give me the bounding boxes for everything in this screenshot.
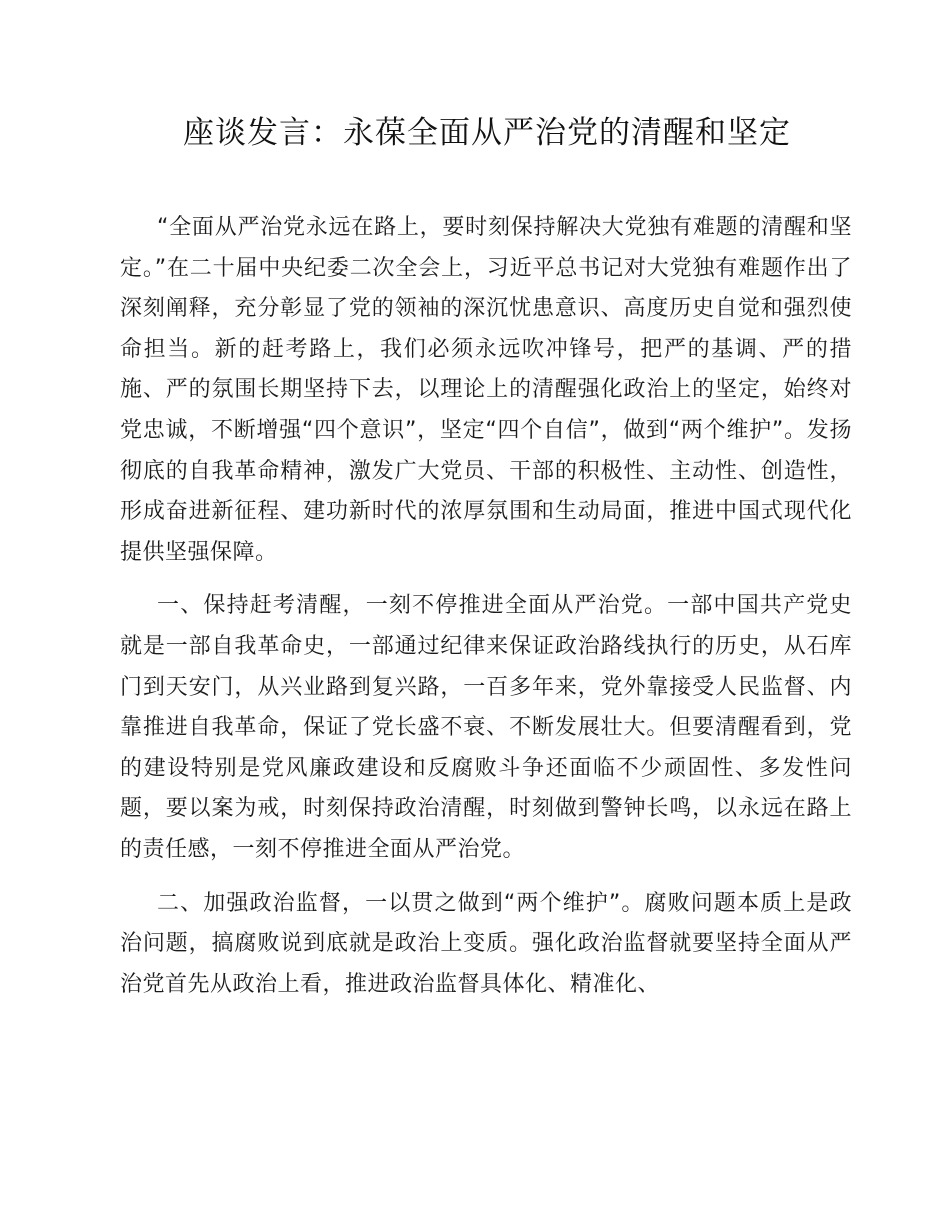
- document-body: [120, 208, 852, 1005]
- paragraph-section-one: 一、保持赶考清醒，一刻不停推进全面从严治党。一部中国共产党史就是一部自我革命史，一部通过纪律来保证政治路线执行的历史，从石库门到天安门，从兴业路到复兴路，一百多年来，党外靠接受人民监督、内靠推进自我革命，保证了党长盛不衰、不断发展壮大。但要清醒看到，党的建设特别是党风廉政建设和反腐败斗争还面临不少顽固性、多发性问题，要以案为戒，时刻保持政治清醒，时刻做到警钟长鸣，以永远在路上的责任感，一刻不停推进全面从严治党。: [120, 593, 852, 862]
- paragraph-section-two: 二、加强政治监督，一以贯之做到“两个维护”。腐败问题本质上是政治问题，搞腐败说到底就是政治上变质。强化政治监督就要坚持全面从严治党首先从政治上看，推进政治监督具体化、精准化、: [120, 890, 852, 997]
- paragraph-intro: “全面从严治党永远在路上，要时刻保持解决大党独有难题的清醒和坚定。”在二十届中央纪委二次全会上，习近平总书记对大党独有难题作出了深刻阐释，充分彰显了党的领袖的深沉忧患意识、高度历史自觉和强烈使命担当。新的赶考路上，我们必须永远吹冲锋号，把严的基调、严的措施、严的氛围长期坚持下去，以理论上的清醒强化政治上的坚定，始终对党忠诚，不断增强“四个意识”，坚定“四个自信”，做到“两个维护”。发扬彻底的自我革命精神，激发广大党员、干部的积极性、主动性、创造性，形成奋进新征程、建功新时代的浓厚氛围和生动局面，推进中国式现代化提供坚强保障。: [120, 215, 852, 565]
- document-title: 座谈发言：永葆全面从严治党的清醒和坚定: [183, 115, 791, 151]
